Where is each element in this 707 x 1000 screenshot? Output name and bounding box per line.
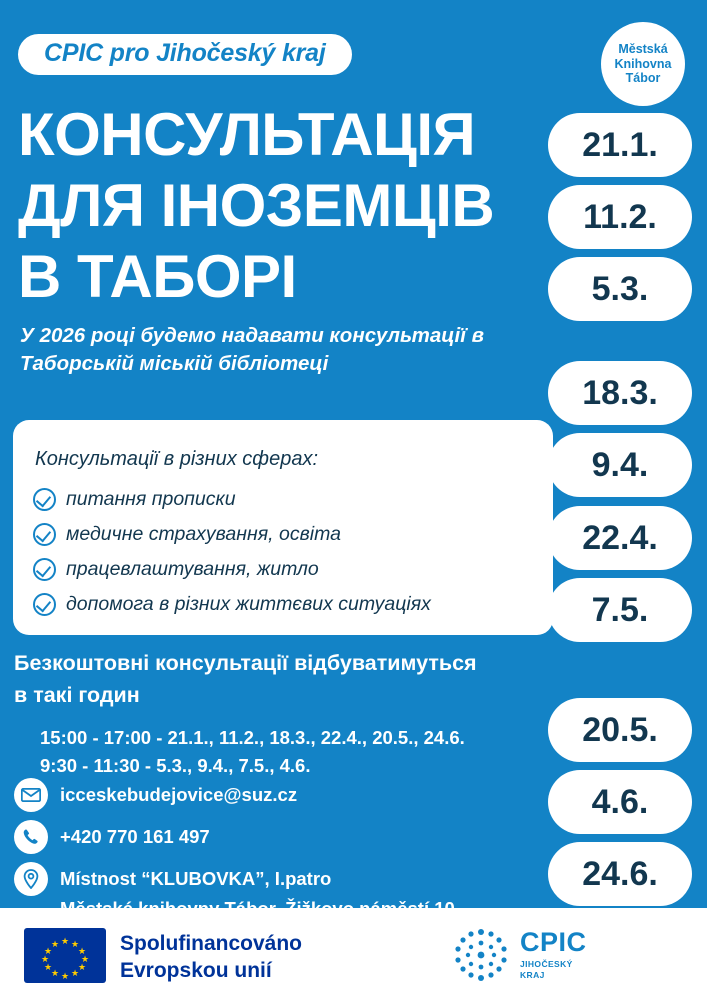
mail-icon [14,778,48,812]
page-title [18,100,578,312]
location-pin-icon [14,862,48,896]
page-title-line2: ДЛЯ ІНОЗЕМЦІВ [18,171,495,239]
hours-block [40,724,560,780]
footer [0,908,707,1000]
contact-address-row [14,862,574,896]
date-pill: 20.5. [548,698,692,762]
date-pill: 5.3. [548,257,692,321]
eu-flag-icon: ★ ★ ★ ★ ★ ★ ★ ★ ★ ★ ★ ★ [24,928,106,983]
subtitle-line1: У 2026 році будемо надавати консультації в [20,324,484,347]
eu-funding-line2: Evropskou unií [120,959,272,983]
library-logo-line2: Knihovna [614,56,672,71]
date-pill: 4.6. [548,770,692,834]
cpic-subtitle-line2: KRAJ [520,970,545,980]
check-icon [33,558,56,581]
list-item [33,558,533,581]
subtitle-line2: Таборській міській бібліотеці [20,351,329,375]
hours-line2: 9:30 - 11:30 - 5.3., 9.4., 7.5., 4.6. [40,754,311,776]
free-consultations-line1: Безкоштовні консультації відбуватимуться [14,651,477,675]
cpic-subtitle [520,959,587,980]
cpic-dots-icon [452,926,510,984]
contact-address-line1: Místnost “KLUBOVKA”, I.patro [60,868,332,889]
list-item [33,523,533,546]
contact-email-text: icceskebudejovice@suz.cz [60,784,298,805]
subtitle [20,322,565,377]
page-title-line1: КОНСУЛЬТАЦІЯ [18,101,476,168]
contacts-block [14,778,574,928]
date-pill: 21.1. [548,113,692,177]
eu-funding-text [120,930,302,985]
phone-icon [14,820,48,854]
header-badge: CPIC pro Jihočeský kraj [18,34,352,75]
contact-phone-row[interactable] [14,820,574,854]
eu-funding-line1: Spolufinancováno [120,932,303,955]
library-logo-line1: Městská [618,41,668,56]
page-title-line3: В ТАБОРІ [18,242,297,310]
services-card-title: Консультації в різних сферах: [35,448,319,470]
list-item-label: працевлаштування, житло [66,558,319,580]
free-consultations-line2: в такі годин [14,683,140,708]
list-item-label: медичне страхування, освіта [66,523,341,545]
services-list [33,488,533,628]
list-item-label: питання прописки [66,488,236,510]
cpic-subtitle-line1: JIHOČESKÝ [520,959,573,970]
library-logo [601,22,685,106]
date-pill: 22.4. [548,506,692,570]
date-pill: 11.2. [548,185,692,249]
cpic-logo [452,926,587,984]
check-icon [33,523,56,546]
services-card [13,420,553,635]
list-item [33,593,533,616]
contact-email-row[interactable] [14,778,574,812]
cpic-wordmark: CPIC [520,927,587,958]
list-item-label: допомога в різних життєвих ситуаціях [66,593,431,615]
date-pill: 24.6. [548,842,692,906]
date-pill: 7.5. [548,578,692,642]
hours-line1: 15:00 - 17:00 - 21.1., 11.2., 18.3., 22.4., 20.5., 24.6. [40,727,465,748]
date-pill: 9.4. [548,433,692,497]
check-icon [33,593,56,616]
free-consultations-heading [14,647,574,712]
list-item [33,488,533,511]
contact-phone-text: +420 770 161 497 [60,826,210,847]
check-icon [33,488,56,511]
library-logo-line3: Tábor [625,71,661,86]
date-pill: 18.3. [548,361,692,425]
